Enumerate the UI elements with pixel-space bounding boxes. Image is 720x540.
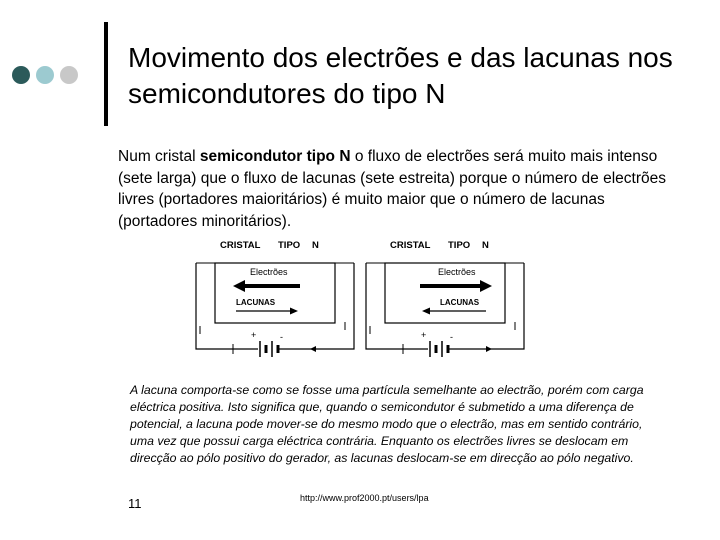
right-header-n: N <box>482 240 489 251</box>
intro-text-1: Num cristal <box>118 148 200 165</box>
right-battery-plus-icon: + <box>421 330 427 340</box>
right-current-arrow-icon <box>486 346 492 352</box>
semiconductor-diagram <box>188 237 528 377</box>
page-number: 11 <box>128 496 142 511</box>
dot-gray-icon <box>60 66 78 84</box>
right-header-type: TIPO <box>448 240 471 251</box>
left-battery-minus-icon: - <box>280 332 283 342</box>
intro-text-2: o fluxo de electrões será muito mais intenso (sete larga) que o fluxo de lacunas (sete estreita) porque o número de electrões livres (portadores maioritários) é muito maior que o número de lacunas (portadores minoritários). <box>118 148 666 230</box>
intro-bold-term: semicondutor tipo N <box>199 148 351 165</box>
title-divider <box>104 22 108 126</box>
right-panel <box>366 240 524 357</box>
left-electrons-label: Electrões <box>250 267 288 277</box>
intro-paragraph <box>118 146 678 232</box>
right-battery-minus-icon: - <box>450 332 453 342</box>
slide-title: Movimento dos electrões e das lacunas nos semicondutores do tipo N <box>128 42 673 109</box>
right-holes-label: LACUNAS <box>440 298 480 307</box>
right-electrons-label: Electrões <box>438 267 476 277</box>
caption-paragraph: A lacuna comporta-se como se fosse uma partícula semelhante ao electrão, porém com carga eléctrica positiva. Isto significa que, quando o semicondutor é submetido a uma diferença de potencial, a lacuna pode mover-se do mesmo modo que o electrão, mas em sentido contrário, uma vez que possui carga eléctrica contrária. Enquanto os electrões livres se deslocam em direcção ao pólo positivo do gerador, as lacunas deslocam-se em direcção ao pólo negativo. <box>130 383 644 465</box>
decorative-dots <box>12 66 78 84</box>
source-url: http://www.prof2000.pt/users/lpa <box>300 493 429 503</box>
left-header-crystal: CRISTAL <box>220 240 261 251</box>
left-header-n: N <box>312 240 319 251</box>
left-header-type: TIPO <box>278 240 301 251</box>
left-panel <box>196 240 354 357</box>
dot-dark-icon <box>12 66 30 84</box>
dot-teal-icon <box>36 66 54 84</box>
right-header-crystal: CRISTAL <box>390 240 431 251</box>
left-current-arrow-icon <box>310 346 316 352</box>
left-battery-plus-icon: + <box>251 330 257 340</box>
left-holes-label: LACUNAS <box>236 298 276 307</box>
